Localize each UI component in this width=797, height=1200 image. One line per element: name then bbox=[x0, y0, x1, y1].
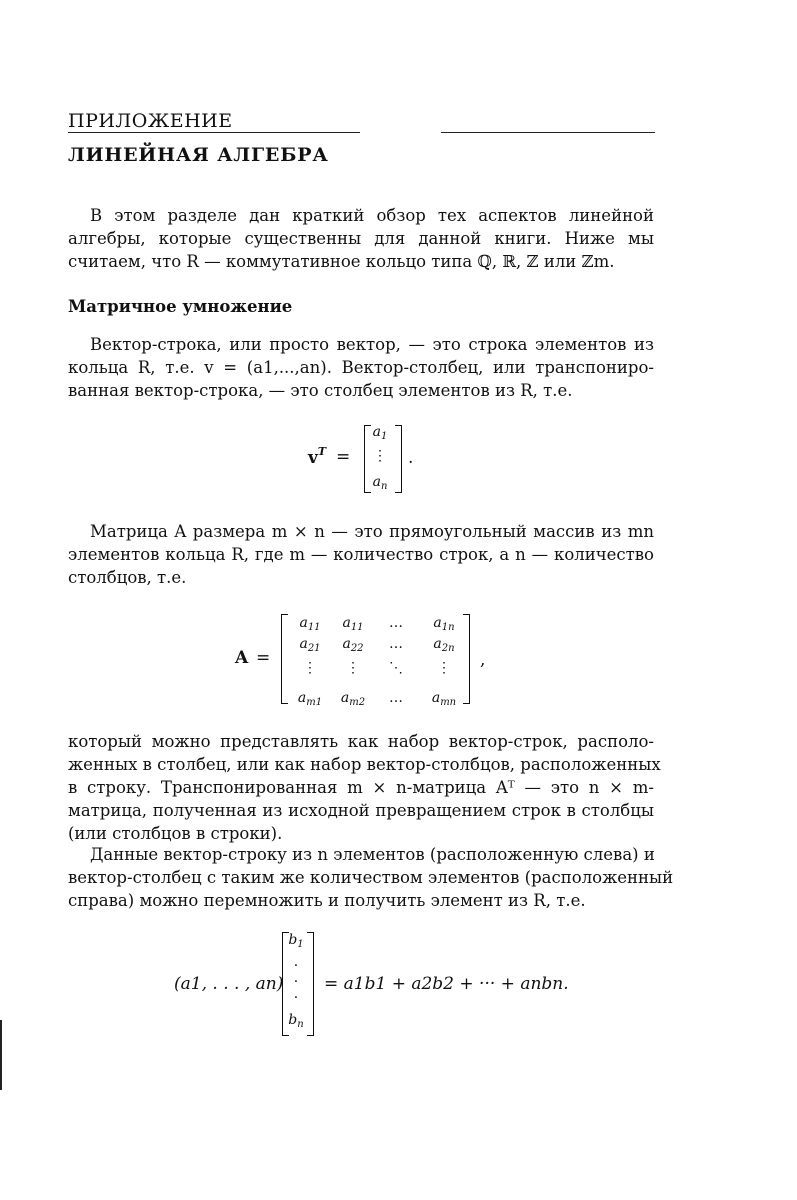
eq3-row-vector: (a1, . . . , an) bbox=[174, 974, 284, 994]
intro-paragraph bbox=[68, 204, 654, 273]
text-line: столбцов, т.е. bbox=[68, 568, 187, 587]
eq1-v: v bbox=[308, 448, 318, 468]
row-vector-paragraph bbox=[68, 333, 654, 402]
eq1-sup: T bbox=[317, 445, 327, 458]
product-paragraph bbox=[68, 843, 674, 912]
eq1-entry: $a_n$ bbox=[372, 474, 388, 492]
matrix-entry: $a_{22}$ bbox=[342, 636, 364, 654]
appendix-heading: ПРИЛОЖЕНИЕ bbox=[68, 110, 233, 132]
text-line: кольца R, т.е. v = (a1,...,an). Вектор-столбец, или транспониро- bbox=[68, 358, 654, 377]
text-line: элементов кольца R, где m — количество строк, а n — количество bbox=[68, 545, 654, 564]
text-line: Данные вектор-строку из n элементов (расположенную слева) и bbox=[90, 845, 655, 864]
matrix-entry: $a_{mn}$ bbox=[431, 690, 457, 708]
matrix-entry: $a_{11}$ bbox=[342, 615, 364, 633]
text-line: в строку. Транспонированная m × n-матрица Aᵀ — это n × m- bbox=[68, 778, 654, 797]
text-line: Вектор-строка, или просто вектор, — это строка элементов из bbox=[90, 335, 654, 354]
eq2-comma: , bbox=[480, 650, 486, 670]
matrix-entry: ⋮ bbox=[303, 660, 317, 676]
eq1-equals: = bbox=[336, 447, 351, 467]
text-line: справа) можно перемножить и получить элемент из R, т.е. bbox=[68, 891, 586, 910]
eq1-right-bracket bbox=[395, 425, 402, 493]
matrix-entry: $a_{21}$ bbox=[299, 636, 321, 654]
section-title: Матричное умножение bbox=[68, 297, 293, 316]
eq1-lhs bbox=[308, 445, 326, 468]
eq3-rhs: = a1b1 + a2b2 + ··· + anbn. bbox=[324, 974, 569, 994]
text-line: считаем, что R — коммутативное кольцо типа ℚ, ℝ, ℤ или ℤm. bbox=[68, 252, 615, 271]
matrix-entry: $a_{1n}$ bbox=[433, 615, 455, 633]
scan-margin-mark bbox=[0, 1020, 2, 1090]
matrix-entry: ⋮ bbox=[346, 660, 360, 676]
matrix-entry: ⋱ bbox=[389, 660, 403, 676]
eq3-right-bracket bbox=[307, 932, 314, 1036]
matrix-entry: $a_{2n}$ bbox=[433, 636, 455, 654]
text-line: алгебры, которые существенны для данной книги. Ниже мы bbox=[68, 229, 654, 248]
eq2-equals: = bbox=[256, 648, 271, 668]
text-line: В этом разделе дан краткий обзор тех аспектов линейной bbox=[90, 206, 654, 225]
matrix-entry: … bbox=[389, 690, 403, 706]
eq2-lhs: A bbox=[235, 648, 249, 668]
chapter-title: ЛИНЕЙНАЯ АЛГЕБРА bbox=[68, 144, 329, 166]
text-line: вектор-столбец с таким же количеством элементов (расположенный bbox=[68, 868, 674, 887]
eq2-right-bracket bbox=[463, 614, 470, 704]
text-line: который можно представлять как набор вектор-строк, располо- bbox=[68, 732, 654, 751]
matrix-entry: $a_{m2}$ bbox=[340, 690, 366, 708]
text-line: женных в столбец, или как набор вектор-столбцов, расположенных bbox=[68, 755, 661, 774]
matrix-entry: … bbox=[389, 615, 403, 631]
matrix-entry: $a_{m1}$ bbox=[297, 690, 323, 708]
column-entry: $b_1$ bbox=[288, 932, 304, 950]
column-entry: · bbox=[293, 958, 299, 974]
text-line: матрица, полученная из исходной превращением строк в столбцы bbox=[68, 801, 654, 820]
column-entry: · bbox=[293, 990, 299, 1006]
eq1-period: . bbox=[408, 448, 414, 468]
text-line: ванная вектор-строка, — это столбец элементов из R, т.е. bbox=[68, 381, 573, 400]
column-entry: · bbox=[293, 974, 299, 990]
text-line: Матрица A размера m × n — это прямоугольный массив из mn bbox=[90, 522, 654, 541]
text-line: (или столбцов в строки). bbox=[68, 824, 283, 843]
matrix-entry: ⋮ bbox=[437, 660, 451, 676]
header-rule-right bbox=[441, 132, 655, 133]
header-rule-left bbox=[68, 132, 360, 133]
matrix-paragraph bbox=[68, 520, 654, 589]
column-entry: $b_n$ bbox=[288, 1012, 304, 1030]
eq1-entry: $a_1$ bbox=[372, 424, 388, 442]
eq2-left-bracket bbox=[281, 614, 288, 704]
matrix-entry: … bbox=[389, 636, 403, 652]
matrix-entry: $a_{11}$ bbox=[299, 615, 321, 633]
eq1-entry: ⋮ bbox=[373, 448, 387, 464]
transpose-paragraph bbox=[68, 730, 661, 845]
